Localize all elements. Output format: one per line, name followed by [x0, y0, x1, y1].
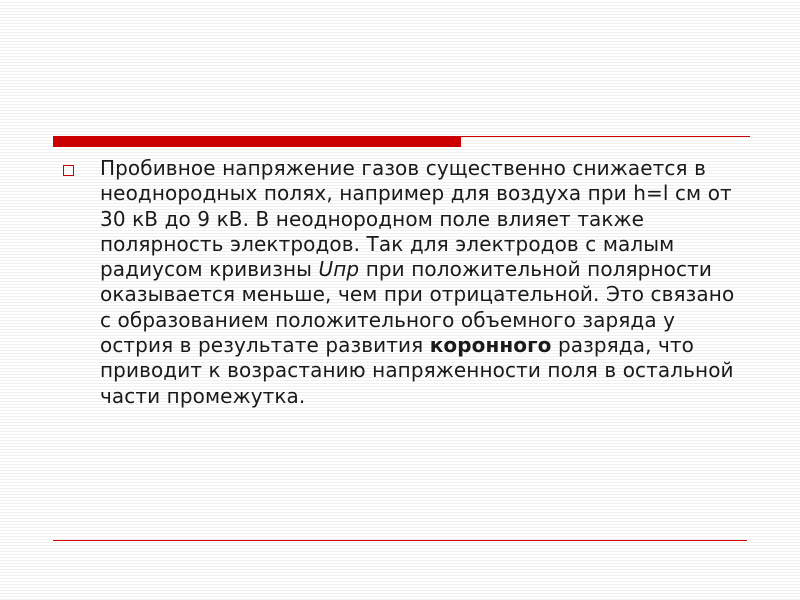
italic-term: Uпр	[318, 257, 360, 282]
bullet-text	[100, 156, 750, 409]
hollow-square-bullet-icon	[63, 165, 74, 176]
bold-term: коронного	[429, 333, 552, 358]
bullet-text-part-2: при положительной полярности оказывается меньше, чем при отрицательной. Это связано с образованием положительного объемного заряда у острия в результате развития	[100, 257, 735, 358]
bullet-text-part-3: разряда, что приводит к возрастанию напряженности поля в остальной части промежутка.	[100, 333, 734, 408]
top-accent-bar	[53, 137, 461, 147]
bullet-text-part-1: Пробивное напряжение газов существенно снижается в неоднородных полях, например для воздуха при h=l см от 30 кВ до 9 кВ. В неоднородном поле влияет также полярность электродов. Так для электродов с малым радиусом кривизны	[100, 156, 732, 282]
bottom-divider-line	[53, 540, 747, 541]
